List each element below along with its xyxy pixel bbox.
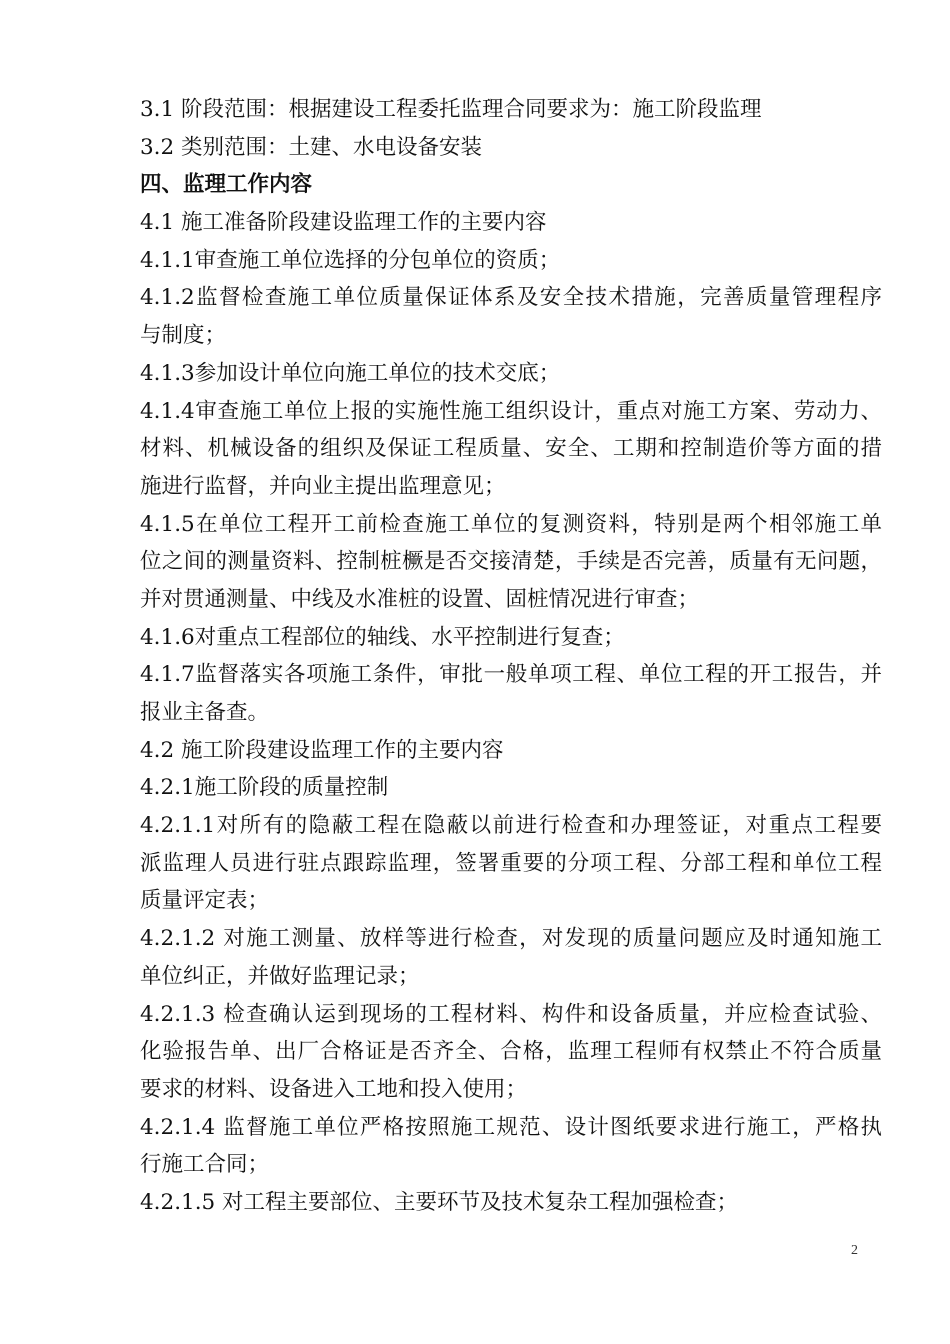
- text-line: 4.1.2监督检查施工单位质量保证体系及安全技术措施，完善质量管理程序: [140, 285, 882, 311]
- text-line: 3.2 类别范围：土建、水电设备安装: [140, 134, 483, 160]
- text-line: 质量评定表；: [140, 888, 270, 914]
- text-line: 材料、机械设备的组织及保证工程质量、安全、工期和控制造价等方面的措: [140, 436, 882, 462]
- text-line: 4.1.7监督落实各项施工条件，审批一般单项工程、单位工程的开工报告，并: [140, 662, 882, 688]
- text-line: 单位纠正，并做好监理记录；: [140, 963, 420, 989]
- page-number: 2: [851, 1243, 858, 1258]
- text-line: 4.2.1.2 对施工测量、放样等进行检查，对发现的质量问题应及时通知施工: [140, 926, 882, 952]
- text-line: 与制度；: [140, 323, 227, 349]
- text-line: 4.1.5在单位工程开工前检查施工单位的复测资料，特别是两个相邻施工单: [140, 511, 882, 537]
- document-body: [140, 91, 882, 1222]
- text-line: 4.2 施工阶段建设监理工作的主要内容: [140, 737, 504, 763]
- text-line: 4.1 施工准备阶段建设监理工作的主要内容: [140, 210, 547, 236]
- section-heading: 四、监理工作内容: [140, 172, 313, 198]
- text-line: 4.1.1审查施工单位选择的分包单位的资质；: [140, 247, 561, 273]
- text-line: 3.1 阶段范围：根据建设工程委托监理合同要求为：施工阶段监理: [140, 97, 762, 122]
- text-line: 行施工合同；: [140, 1152, 270, 1178]
- text-line: 并对贯通测量、中线及水准桩的设置、固桩情况进行审查；: [140, 586, 700, 612]
- text-line: 4.1.3参加设计单位向施工单位的技术交底；: [140, 360, 561, 386]
- text-line: 4.2.1.4 监督施工单位严格按照施工规范、设计图纸要求进行施工，严格执: [140, 1114, 882, 1140]
- text-line: 4.1.6对重点工程部位的轴线、水平控制进行复查；: [140, 624, 625, 650]
- text-line: 4.2.1施工阶段的质量控制: [140, 775, 389, 801]
- text-line: 4.2.1.3 检查确认运到现场的工程材料、构件和设备质量，并应检查试验、: [140, 1001, 882, 1027]
- text-line: 报业主备查。: [140, 700, 270, 725]
- text-line: 派监理人员进行驻点跟踪监理，签署重要的分项工程、分部工程和单位工程: [140, 850, 882, 876]
- text-line: 4.2.1.5 对工程主要部位、主要环节及技术复杂工程加强检查；: [140, 1189, 739, 1215]
- text-line: 4.1.4审查施工单位上报的实施性施工组织设计，重点对施工方案、劳动力、: [140, 398, 882, 424]
- text-line: 化验报告单、出厂合格证是否齐全、合格，监理工程师有权禁止不符合质量: [140, 1039, 882, 1065]
- text-line: 4.2.1.1对所有的隐蔽工程在隐蔽以前进行检查和办理签证，对重点工程要: [140, 813, 882, 839]
- text-line: 要求的材料、设备进入工地和投入使用；: [140, 1076, 528, 1102]
- text-line: 施进行监督，并向业主提出监理意见；: [140, 473, 506, 499]
- text-line: 位之间的测量资料、控制桩橛是否交接清楚，手续是否完善，质量有无问题，: [140, 549, 882, 575]
